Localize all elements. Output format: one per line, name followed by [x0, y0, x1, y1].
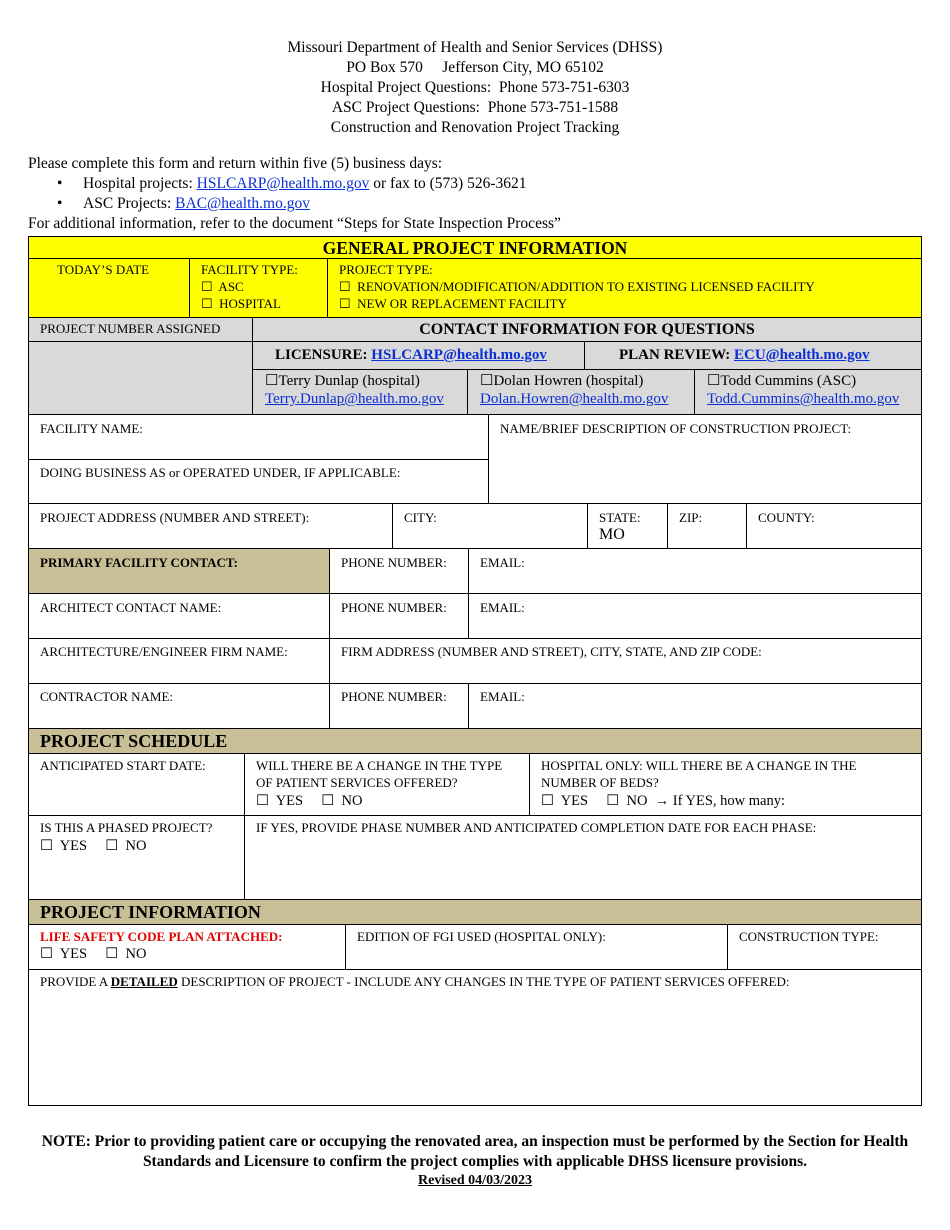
start-date-label: ANTICIPATED START DATE: [40, 758, 206, 773]
bullet-hospital-label: Hospital projects: [83, 175, 197, 192]
general-info-heading: GENERAL PROJECT INFORMATION [29, 237, 921, 259]
facility-name-label: FACILITY NAME: [40, 421, 143, 436]
contact-terry-email-link[interactable]: Terry.Dunlap@health.mo.gov [265, 391, 444, 407]
bed-change-field [530, 754, 921, 816]
primary-email-label: EMAIL: [480, 555, 525, 570]
primary-contact-label: PRIMARY FACILITY CONTACT: [40, 555, 238, 570]
project-address-field[interactable] [29, 504, 393, 549]
lsc-plan-checkboxes[interactable]: ☐ YES ☐ NO [40, 946, 147, 962]
state-label: STATE: [599, 510, 641, 525]
revision-date: Revised 04/03/2023 [418, 1173, 532, 1188]
licensure-label: LICENSURE: [275, 347, 372, 363]
phase-detail-field[interactable] [245, 816, 921, 900]
facility-name-field[interactable] [29, 415, 489, 460]
primary-email-field[interactable] [469, 549, 921, 594]
architect-contact-label: ARCHITECT CONTACT NAME: [40, 600, 222, 615]
instructions [28, 154, 928, 234]
lsc-plan-label: LIFE SAFETY CODE PLAN ATTACHED: [40, 929, 283, 944]
plan-review-contact [585, 342, 921, 370]
fgi-edition-label: EDITION OF FGI USED (HOSPITAL ONLY): [357, 929, 606, 944]
contractor-email-label: EMAIL: [480, 689, 525, 704]
bullet-asc [28, 194, 928, 214]
city-field[interactable] [393, 504, 588, 549]
contact-todd-checkbox[interactable]: ☐Todd Cummins (ASC) [707, 373, 857, 389]
hospital-phone: Hospital Project Questions: Phone 573-751-6303 [320, 79, 630, 96]
contact-terry-dunlap [253, 370, 468, 415]
project-type-new-checkbox[interactable]: ☐ NEW OR REPLACEMENT FACILITY [339, 296, 567, 311]
project-number-value[interactable] [29, 342, 253, 415]
letterhead [0, 38, 950, 138]
dba-field[interactable] [29, 460, 489, 504]
primary-phone-field[interactable] [330, 549, 469, 594]
project-address-label: PROJECT ADDRESS (NUMBER AND STREET): [40, 510, 310, 525]
department-name: Missouri Department of Health and Senior Services (DHSS) [287, 39, 663, 56]
construction-type-field[interactable] [728, 925, 921, 970]
detailed-description-field[interactable] [29, 970, 921, 1105]
project-form [28, 236, 922, 1106]
bullet-icon: • [57, 175, 63, 192]
contractor-name-field[interactable] [29, 684, 330, 729]
project-information-heading: PROJECT INFORMATION [29, 900, 921, 925]
fax-text: or fax to (573) 526-3621 [369, 175, 527, 192]
architect-phone-field[interactable] [330, 594, 469, 639]
primary-contact-field[interactable] [29, 549, 330, 594]
contact-info-heading: CONTACT INFORMATION FOR QUESTIONS [253, 318, 921, 342]
contact-terry-checkbox[interactable]: ☐Terry Dunlap (hospital) [265, 373, 420, 389]
project-type-field [328, 259, 921, 318]
project-type-label: PROJECT TYPE: [339, 262, 433, 277]
architect-email-field[interactable] [469, 594, 921, 639]
contact-todd-cummins [695, 370, 921, 415]
phased-project-field [29, 816, 245, 900]
plan-review-label: PLAN REVIEW: [619, 347, 735, 363]
state-field[interactable] [588, 504, 668, 549]
bed-change-checkboxes[interactable]: ☐ YES ☐ NO → If YES, how many: [541, 793, 786, 809]
city-label: CITY: [404, 510, 437, 525]
project-description-label: NAME/BRIEF DESCRIPTION OF CONSTRUCTION PROJECT: [500, 421, 852, 436]
project-schedule-heading: PROJECT SCHEDULE [29, 729, 921, 754]
todays-date-label: TODAY’S DATE [57, 262, 150, 277]
project-number-label: PROJECT NUMBER ASSIGNED [40, 321, 221, 336]
state-value: MO [599, 526, 625, 543]
detailed-description-suffix: DESCRIPTION OF PROJECT - INCLUDE ANY CHANGES IN THE TYPE OF PATIENT SERVICES OFFERED: [177, 974, 790, 989]
project-number-field[interactable] [29, 318, 253, 342]
contractor-name-label: CONTRACTOR NAME: [40, 689, 174, 704]
start-date-field[interactable] [29, 754, 245, 816]
firm-name-field[interactable] [29, 639, 330, 684]
facility-type-hospital-checkbox[interactable]: ☐ HOSPITAL [201, 296, 281, 311]
architect-phone-label: PHONE NUMBER: [341, 600, 447, 615]
change-services-label: WILL THERE BE A CHANGE IN THE TYPE OF PATIENT SERVICES OFFERED? [256, 758, 503, 790]
bed-change-label: HOSPITAL ONLY: WILL THERE BE A CHANGE IN THE NUMBER OF BEDS? [541, 758, 857, 790]
contact-dolan-checkbox[interactable]: ☐Dolan Howren (hospital) [480, 373, 644, 389]
county-field[interactable] [747, 504, 921, 549]
phased-project-label: IS THIS A PHASED PROJECT? [40, 820, 213, 835]
asc-phone: ASC Project Questions: Phone 573-751-1588 [331, 99, 619, 116]
fgi-edition-field[interactable] [346, 925, 728, 970]
change-services-yes-no-checkboxes[interactable]: ☐ YES ☐ NO [256, 793, 363, 809]
contact-dolan-email-link[interactable]: Dolan.Howren@health.mo.gov [480, 391, 669, 407]
architect-contact-field[interactable] [29, 594, 330, 639]
phased-project-checkboxes[interactable]: ☐ YES ☐ NO [40, 838, 147, 854]
form-title: Construction and Renovation Project Tracking [330, 119, 620, 136]
bullet-asc-label: ASC Projects: [83, 195, 176, 212]
dba-label: DOING BUSINESS AS or OPERATED UNDER, IF APPLICABLE: [40, 465, 401, 480]
additional-info: For additional information, refer to the document “Steps for State Inspection Process” [28, 215, 561, 232]
facility-type-label: FACILITY TYPE: [201, 262, 298, 277]
project-type-renovation-checkbox[interactable]: ☐ RENOVATION/MODIFICATION/ADDITION TO EXISTING LICENSED FACILITY [339, 279, 815, 294]
bullet-hospital [28, 174, 928, 194]
contact-todd-email-link[interactable]: Todd.Cummins@health.mo.gov [707, 391, 900, 407]
phase-detail-label: IF YES, PROVIDE PHASE NUMBER AND ANTICIPATED COMPLETION DATE FOR EACH PHASE: [256, 820, 817, 835]
contractor-email-field[interactable] [469, 684, 921, 729]
todays-date-field[interactable] [29, 259, 190, 318]
detailed-description-prefix: PROVIDE A [40, 974, 111, 989]
firm-address-label: FIRM ADDRESS (NUMBER AND STREET), CITY, STATE, AND ZIP CODE: [341, 644, 762, 659]
plan-review-email-link[interactable]: ECU@health.mo.gov [734, 347, 870, 363]
county-label: COUNTY: [758, 510, 815, 525]
change-services-field [245, 754, 530, 816]
bullet-icon: • [57, 195, 63, 212]
licensure-email-link[interactable]: HSLCARP@health.mo.gov [371, 347, 547, 363]
firm-name-label: ARCHITECTURE/ENGINEER FIRM NAME: [40, 644, 288, 659]
bac-email-link[interactable]: BAC@health.mo.gov [175, 195, 310, 212]
firm-address-field[interactable] [330, 639, 921, 684]
contractor-phone-field[interactable] [330, 684, 469, 729]
facility-type-asc-checkbox[interactable]: ☐ ASC [201, 279, 244, 294]
construction-type-label: CONSTRUCTION TYPE: [739, 929, 879, 944]
contact-dolan-howren [468, 370, 695, 415]
lsc-plan-field [29, 925, 346, 970]
department-address: PO Box 570 Jefferson City, MO 65102 [346, 59, 604, 76]
zip-label: ZIP: [679, 510, 703, 525]
architect-email-label: EMAIL: [480, 600, 525, 615]
detailed-emphasis: DETAILED [110, 974, 178, 989]
hslcarp-email-link[interactable]: HSLCARP@health.mo.gov [196, 175, 370, 192]
licensure-contact [253, 342, 585, 370]
facility-type-field [190, 259, 328, 318]
zip-field[interactable] [668, 504, 747, 549]
instructions-text: Please complete this form and return within five (5) business days: [28, 155, 443, 172]
inspection-note: NOTE: Prior to providing patient care or occupying the renovated area, an inspection must be performed by the Section for Health Standards and Licensure to confirm the project complies with applicable DHSS licensure provisions. [41, 1133, 909, 1170]
project-description-field[interactable] [489, 415, 921, 504]
primary-phone-label: PHONE NUMBER: [341, 555, 447, 570]
contractor-phone-label: PHONE NUMBER: [341, 689, 447, 704]
